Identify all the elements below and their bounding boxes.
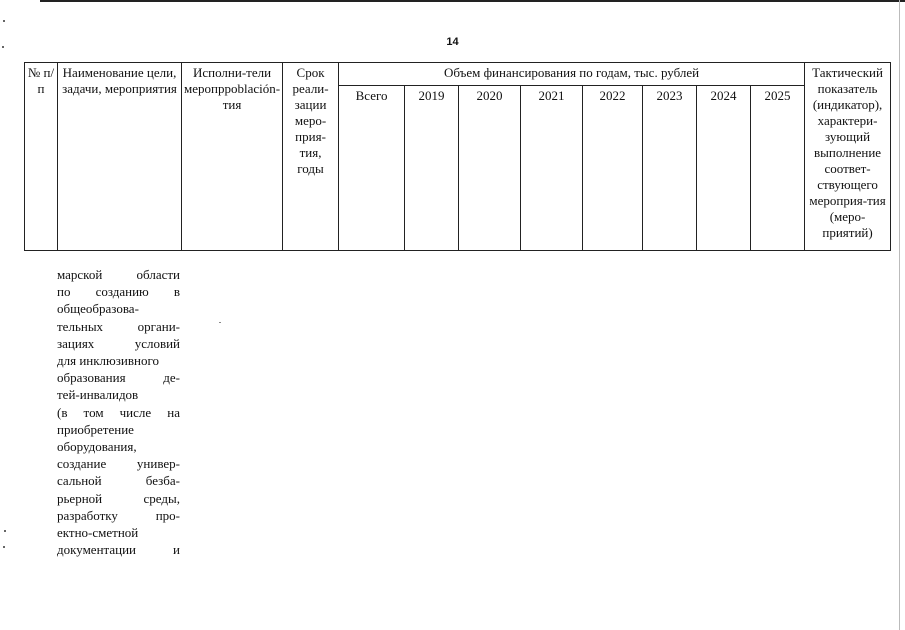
column-header-year: 2021 [521,86,583,251]
text-line: создание универ- [57,456,180,472]
column-header-year: 2020 [459,86,521,251]
text-line: сальной безба- [57,473,180,489]
column-header-funding: Объем финансирования по годам, тыс. рублей [339,63,805,86]
top-border-line [40,0,905,2]
text-line: ектно-сметной [57,525,139,541]
text-line: по созданию в [57,284,180,300]
text-line: (в том числе на [57,404,180,420]
text-line: документации и [57,542,180,558]
text-line: для инклюзивного [57,353,159,369]
text-line: образования де- [57,370,180,386]
continuation-text [57,266,180,558]
text-line: общеобразова- [57,301,139,317]
column-header-year: 2023 [643,86,697,251]
column-header-name: Наименование цели, задачи, мероприятия [58,63,182,251]
text-line: марской области [57,267,180,282]
page-number: 14 [446,36,459,48]
scan-speck [4,530,6,532]
column-header-year: 2025 [751,86,805,251]
column-header-term: Срок реали-зации меро-прия-тия, годы [283,63,339,251]
text-line: рьерной среды, [57,490,180,506]
financing-table [24,62,891,251]
scan-speck [3,20,5,22]
column-header-total: Всего [339,86,405,251]
right-border-line [899,0,900,630]
text-line: зациях условий [57,335,180,351]
text-line: приобретение [57,421,134,437]
column-header-year: 2022 [583,86,643,251]
column-header-executors: Исполни-тели меропрpoblación-тия [182,63,283,251]
text-line: разработку про- [57,507,180,523]
column-header-year: 2019 [405,86,459,251]
text-line: тей-инвалидов [57,387,139,403]
text-line: оборудования, [57,439,137,455]
text-line: тельных органи- [57,318,180,334]
scan-speck [3,546,5,548]
header-row-1 [25,63,891,86]
column-header-indicator: Тактический показатель (индикатор), характери-зующий выполнение соответ-ствующего мероприя-тия (меро-приятий) [805,63,891,251]
scan-speck [219,322,221,323]
column-header-number: № п/п [25,63,58,251]
column-header-year: 2024 [697,86,751,251]
